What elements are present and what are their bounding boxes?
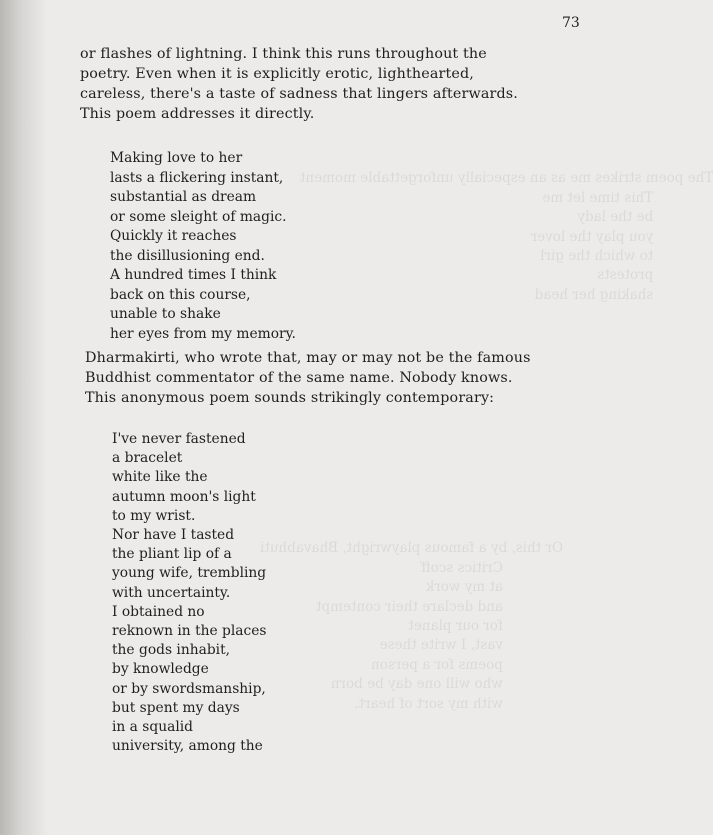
poem-line: the gods inhabit, bbox=[112, 642, 231, 659]
reverse-side-bleed-through: The poem strikes me as an especially unforgettable moment This time let me be the lady you play the lover to which the girl protests shaking her head bbox=[300, 170, 713, 303]
poem-line: but spent my days bbox=[112, 699, 240, 716]
poem-anonymous bbox=[112, 430, 267, 756]
poem-line: Nor have I tasted bbox=[112, 527, 235, 544]
poem-line: by knowledge bbox=[112, 661, 209, 678]
poem-line: unable to shake bbox=[110, 306, 221, 322]
poem-line: substantial as dream bbox=[110, 189, 257, 205]
poem-line: or some sleight of magic. bbox=[110, 208, 287, 225]
poem-line: I've never fastened bbox=[112, 431, 246, 447]
page-number: 73 bbox=[562, 15, 580, 31]
poem-line: white like the bbox=[112, 469, 208, 486]
reverse-side-bleed-through: Or this, by a famous playwright, Bhavabhuti Critics scoff at my work and declare their contempt for our planet vast, I write these poems for a person who will one day be born with my sort of heart. bbox=[260, 540, 563, 712]
text-line: Dharmakirti, who wrote that, may or may not be the famous bbox=[85, 350, 531, 366]
middle-paragraph bbox=[85, 348, 531, 408]
text-line: careless, there's a taste of sadness that lingers afterwards. bbox=[80, 86, 518, 102]
text-line: or flashes of lightning. I think this runs throughout the bbox=[80, 46, 487, 62]
poem-line: to my wrist. bbox=[112, 507, 196, 524]
poem-line: in a squalid bbox=[112, 719, 193, 736]
poem-line: the disillusioning end. bbox=[110, 247, 265, 264]
poem-line: university, among the bbox=[112, 738, 263, 755]
poem-line: reknown in the places bbox=[112, 623, 267, 640]
poem-line: or by swordsmanship, bbox=[112, 680, 266, 697]
text-line: This poem addresses it directly. bbox=[80, 106, 315, 122]
poem-line: Quickly it reaches bbox=[110, 228, 237, 244]
poem-line: autumn moon's light bbox=[112, 488, 256, 505]
poem-line: young wife, trembling bbox=[112, 565, 267, 582]
poem-line: with uncertainty. bbox=[112, 584, 231, 601]
intro-paragraph bbox=[80, 44, 518, 124]
poem-line: A hundred times I think bbox=[110, 267, 277, 283]
poem-line: lasts a flickering instant, bbox=[110, 169, 284, 186]
poem-line: the pliant lip of a bbox=[112, 546, 232, 563]
text-line: poetry. Even when it is explicitly erotic, lighthearted, bbox=[80, 66, 475, 82]
poem-line: back on this course, bbox=[110, 286, 251, 303]
text-line: Buddhist commentator of the same name. Nobody knows. bbox=[85, 370, 513, 386]
poem-dharmakirti bbox=[110, 149, 296, 344]
poem-line: I obtained no bbox=[112, 603, 205, 620]
poem-line: her eyes from my memory. bbox=[110, 325, 296, 342]
text-line: This anonymous poem sounds strikingly contemporary: bbox=[85, 390, 495, 406]
poem-line: Making love to her bbox=[110, 150, 243, 166]
page-gutter-shadow bbox=[0, 0, 48, 835]
poem-line: a bracelet bbox=[112, 450, 183, 467]
